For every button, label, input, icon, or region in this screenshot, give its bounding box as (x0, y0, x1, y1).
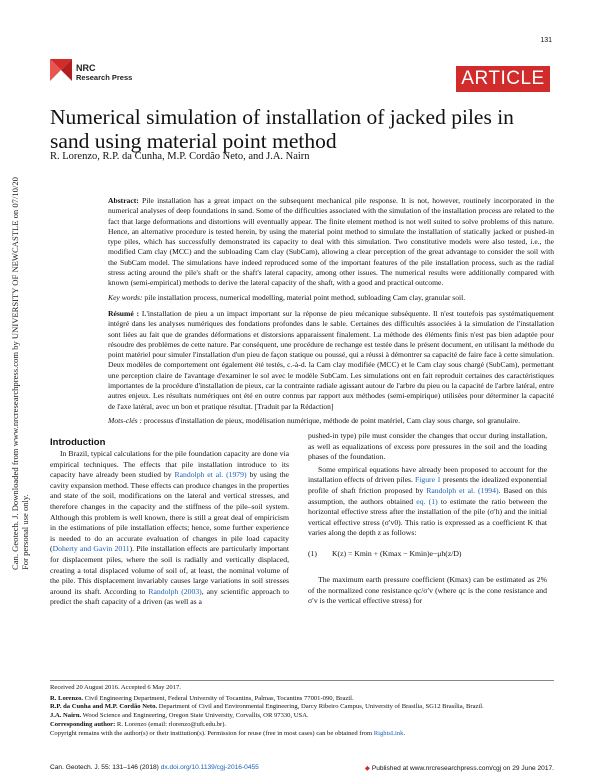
affiliation: R. Lorenzo. Civil Engineering Department, Federal University of Tocantins, Palmas, Tocantins 77001-090, Brazil. (50, 694, 354, 702)
affiliation: J.A. Nairn. Wood Science and Engineering, Oregon State University, Corvallis, OR 97330, USA. (50, 712, 309, 720)
equation-link[interactable]: eq. (1) (416, 496, 438, 506)
download-notice-line2: For personal use only. (20, 494, 30, 570)
equation-body: K(z) = Kmin + (Kmax − Kmin)e−μh(z/D) (332, 548, 462, 558)
intro-paragraph: The maximum earth pressure coefficient (Kmax) can be estimated as 2% of the normalized cone resistance qc/σ′v (where qc is the cone resistance and σ′v is the vertical effective stress) for (308, 574, 547, 606)
continued-paragraph: pushed-in type) pile must consider the changes that occur during installation, as well as equalizations of excess pore pressures in the soil and the loading phases of the foundation. (308, 431, 547, 462)
received-dates: Received 20 August 2016. Accepted 6 May 2017. (50, 684, 181, 691)
rightslink-link[interactable]: RightsLink (373, 729, 404, 737)
section-label: ARTICLE (456, 66, 550, 92)
arrow-icon: ◆ (364, 765, 370, 772)
doi-link[interactable]: dx.doi.org/10.1139/cgj-2016-0455 (160, 764, 259, 771)
motscles-line: Mots-clés : processus d'installation de pieux, modélisation numérique, méthode de point matériel, Cam clay sous charge, sol granulaire. (108, 415, 521, 425)
page-footer (50, 764, 554, 771)
figure-link[interactable]: Figure 1 (414, 475, 441, 485)
abstract-block (108, 196, 554, 430)
intro-paragraph: Some empirical equations have already been proposed to account for the installation effects of driven piles. Figure 1 presents the idealized exponential profile of shaft friction proposed by Randolph et al. (1994). Based on this assumption, the authors obtained eq. (1) to estimate the ratio between the horizontal effective stress after the installation of the pile (σ′h) and the initial vertical effective stress (σ′v0). This ratio is expressed as a coefficient K that varies along the depth z as follows: (308, 464, 548, 538)
section-heading-introduction: Introduction (50, 437, 106, 448)
equation-1 (308, 545, 547, 567)
download-notice-sidebar (4, 150, 34, 570)
equation-number: (1) (308, 548, 317, 558)
download-notice-line1: Can. Geotech. J. Downloaded from www.nrcresearchpress.com by UNIVERSITY OF NEWCASTLE on 07/10/20 (10, 177, 20, 570)
citation-link[interactable]: Doherty and Gavin 2011 (52, 544, 130, 554)
keywords-line: Key words: pile installation process, numerical modelling, material point method, subloading Cam clay, granular soil. (108, 292, 466, 302)
footnote-divider (50, 680, 554, 681)
citation-link[interactable]: Randolph et al. (1994) (426, 485, 499, 495)
published-notice: ◆ Published at www.nrcresearchpress.com/cgj on 29 June 2017. (364, 765, 554, 772)
nrc-logo-icon (50, 59, 72, 81)
journal-reference: Can. Geotech. J. 55: 131–146 (2018) (50, 764, 161, 771)
abstract-paragraph: Abstract: Pile installation has a great impact on the subsequent mechanical pile response. It is not, however, routinely incorporated in the numerical analyses of deep foundations in sand. Some of the difficulties associated with the simulation of the installation process are related to the fact that large deformations and distortions will eventually appear. The finite element method is not well suited to solve problems of this nature. Hence, an alternative procedure is tested herein, by using the material point method to simulate the installation of statically jacked or pushed-in type piles, which has successfully demonstrated its capacity to deal with this simulation. Two constitutive models were also tested, i.e., the modified Cam clay (MCC) and the subloading Cam clay (SubCam), allowing a clear perception of the great advantage to consider the soil with the SubCam model. The simulations have indeed reproduced some of the important features of the pile installation process, such as the radial stress acting around the pile's shaft or the shaft's lateral capacity, among other issues. The numerical results were additionally compared with known (semi-empirical) methods to derive the lateral capacity of the shaft, with a good and practical outcome. (108, 196, 554, 288)
corresponding-author: Corresponding author: R. Lorenzo (email: rlorenzo@uft.edu.br). (50, 720, 227, 728)
citation-link[interactable]: Randolph et al. (1979) (174, 470, 247, 480)
copyright-notice: Copyright remains with the author(s) or their institution(s). Permission for reuse (free in most cases) can be obtained from RightsLink. (50, 729, 406, 737)
publisher-name: NRC Research Press (76, 63, 133, 82)
page-number: 131 (540, 37, 552, 44)
footnotes (50, 684, 554, 738)
citation-link[interactable]: Randolph (2003) (148, 586, 202, 596)
paper-title: Numerical simulation of installation of jacked piles in sand using material point method (50, 105, 514, 153)
body-column-left (50, 449, 289, 608)
resume-paragraph: Résumé : L'installation de pieu a un impact important sur la réponse de pieu mécanique subséquente. Il n'est toutefois pas systématiquement intégré dans les analyses numériques des fondations profondes dans le sable. Certaines des difficultés associées à la simulation de l'installation sont liées au fait que de grandes déformations et distorsions apparaissent finalement. La méthode des éléments finis n'est pas bien adaptée pour résoudre des problèmes de cette nature. Par conséquent, une procédure de rechange est testée dans le présent document, en utilisant la méthode du point matériel pour simuler l'installation d'un pieu de façon statique ou poussé, qui a réussi à démontrer sa capacité de faire face à cette simulation. Deux modèles de comportement ont également été testés, c.-à-d. la Cam clay modifiée (MCC) et le Cam clay sous chargé (SubCam), permettant une perception claire de l'avantage d'examiner le sol avec le modèle SubCam. Les simulations ont en fait reproduit certaines des caractéristiques importantes de la procédure d'installation de pieux, car la contrainte radiale agissant autour de l'arbre du pieu ou la capacité de l'arbre latéral, entre autres enjeux. Les résultats numériques ont été en outre connus par rapport aux méthodes (semi-empirique) utilisées pour déterminer la capacité de l'axe latéral, avec un bon et pratique résultat. [Traduit par la Rédaction] (108, 308, 554, 411)
affiliation: R.P. da Cunha and M.P. Cordão Neto. Department of Civil and Environmental Engineering, Darcy Ribeiro Campus, University of Brasilia, SG12 Brasília, Brazil. (50, 703, 484, 711)
intro-paragraph: In Brazil, typical calculations for the pile foundation capacity are done via empirical techniques. The effects that pile installation introduce to its capacity have already been studied by Randolph et al. (1979) by using the cavity expansion method. These effects can produce changes in the properties and state of the soil, modifications on the lateral and vertical stresses, and therefore changes in the capacity and the stiffness of the pile–soil system. Although this problem is well known, there is still a great deal of empiricism in the estimations of pile installation effects; hence, some further experience is needed to do an accurate evaluation of changes in pile load capacity (Doherty and Gavin 2011). Pile installation effects are particularly important for displacement piles, where the soil is radially and vertically displaced, creating a total displaced volume of soil of, at least, the nominal volume of the pile. This displacement invariably causes large variations in soil stresses around its shaft. According to Randolph (2003), any scientific approach to predict the shaft capacity of a driven (as well as a (50, 449, 290, 607)
author-list: R. Lorenzo, R.P. da Cunha, M.P. Cordão Neto, and J.A. Nairn (50, 151, 310, 162)
body-column-right (308, 431, 547, 607)
